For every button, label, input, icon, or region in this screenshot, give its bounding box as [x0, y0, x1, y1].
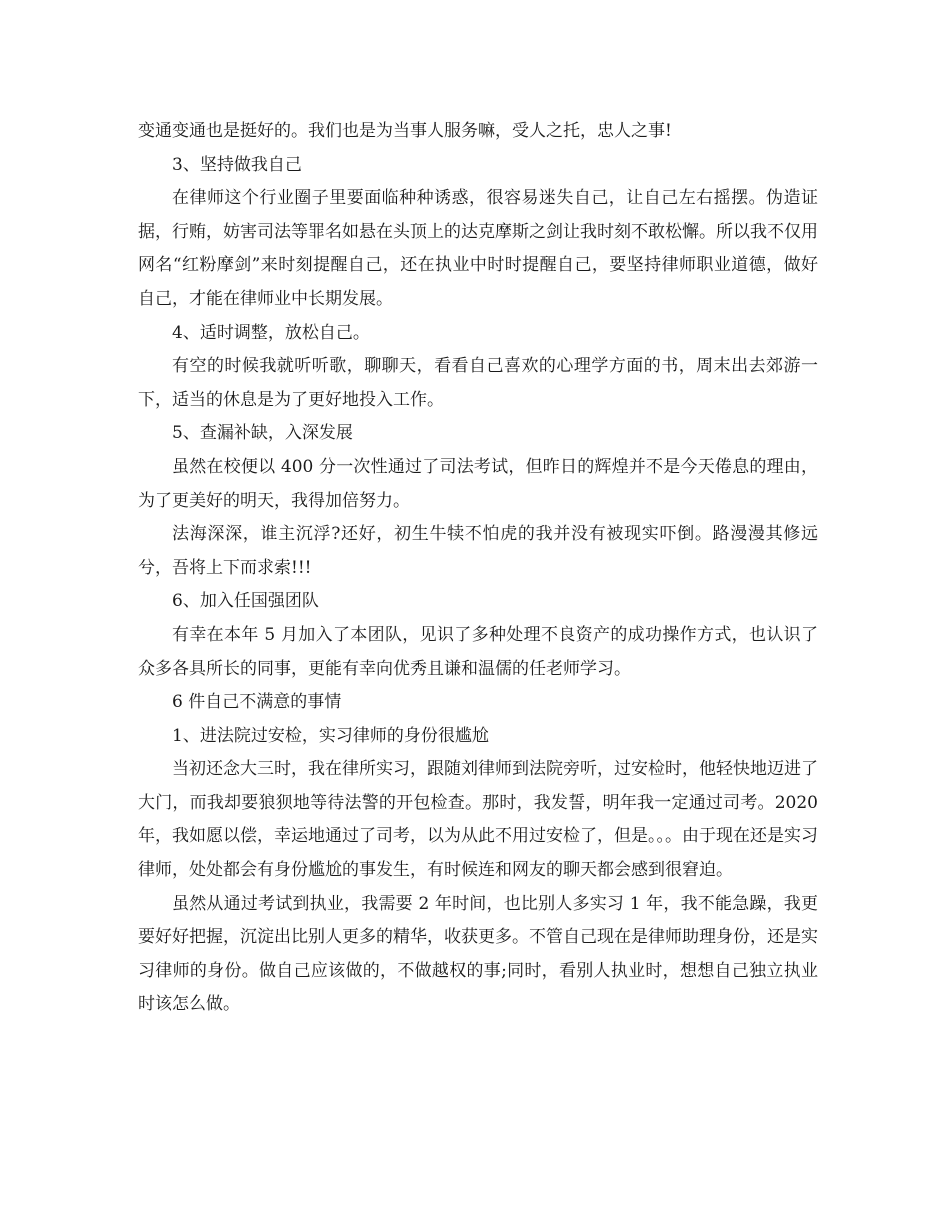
section-heading-unsatisfied: 6 件自己不满意的事情 — [172, 692, 342, 713]
paragraph-team: 有幸在本年 5 月加入了本团队，见识了多种处理不良资产的成功操作方式，也认识了众多各具所长的同事，更能有幸向优秀且谦和温儒的任老师学习。 — [138, 624, 818, 679]
paragraph-internship: 当初还念大三时，我在律所实习，跟随刘律师到法院旁听，过安检时，他轻快地迈进了大门，而我却要狼狈地等待法警的开包检查。那时，我发誓，明年我一定通过司考。2020 年，我如愿以偿，幸运地通过了司考，以为从此不用过安检了，但是。。。由于现在还是实习律师，处处都会有身份尴尬的事发生，有时候连和网友的聊天都会感到很窘迫。 — [138, 759, 818, 881]
paragraph-relax: 有空的时候我就听听歌，聊聊天，看看自己喜欢的心理学方面的书，周末出去郊游一下，适当的休息是为了更好地投入工作。 — [138, 356, 818, 410]
section-heading-5: 5、查漏补缺，入深发展 — [172, 423, 353, 444]
paragraph-stick-to-self: 在律师这个行业圈子里要面临种种诱惑，很容易迷失自己，让自己左右摇摆。伪造证据，行贿，妨害司法等罪名如悬在头顶上的达克摩斯之剑让我时刻不敢松懈。所以我不仅用网名“红粉摩剑”来时刻提醒自己，还在执业中时时提醒自己，要坚持律师职业道德，做好自己，才能在律师业中长期发展。 — [138, 188, 818, 309]
paragraph-law-sea: 法海深深，谁主沉浮?还好，初生牛犊不怕虎的我并没有被现实吓倒。路漫漫其修远兮，吾将上下而求索!!! — [138, 524, 818, 578]
paragraph-continuation: 变通变通也是挺好的。我们也是为当事人服务嘛，受人之托，忠人之事! — [138, 121, 672, 141]
section-heading-6: 6、加入任国强团队 — [172, 591, 319, 612]
section-heading-security-check: 1、进法院过安检，实习律师的身份很尴尬 — [172, 725, 489, 746]
paragraph-patience: 虽然从通过考试到执业，我需要 2 年时间，也比别人多实习 1 年，我不能急躁，我更要好好把握，沉淀出比别人更多的精华，收获更多。不管自己现在是律师助理身份，还是实习律师的身份。做自己应该做的，不做越权的事;同时，看别人执业时，想想自己独立执业时该怎么做。 — [138, 893, 818, 1015]
paragraph-exam: 虽然在校便以 400 分一次性通过了司法考试，但昨日的辉煌并不是今天倦息的理由，为了更美好的明天，我得加倍努力。 — [138, 456, 818, 511]
document-body — [138, 115, 818, 1022]
section-heading-3: 3、坚持做我自己 — [172, 154, 302, 175]
section-heading-4: 4、适时调整，放松自己。 — [172, 322, 370, 343]
